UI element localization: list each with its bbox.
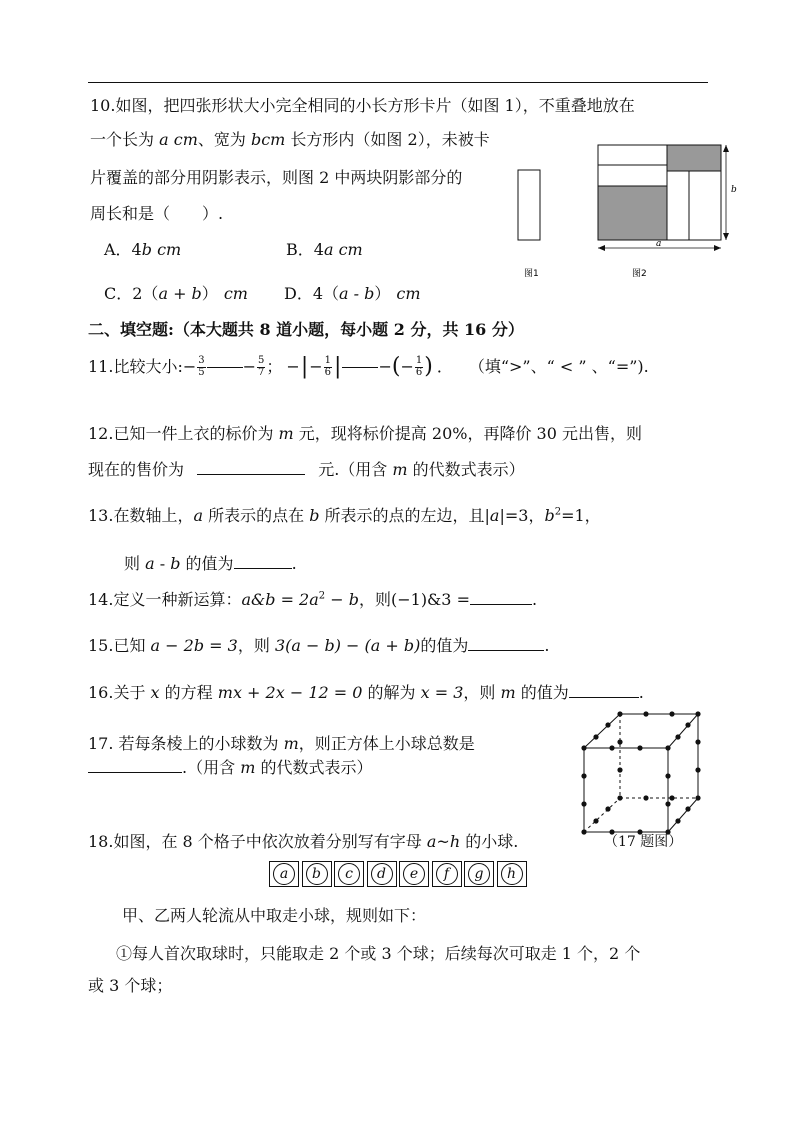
q11-line: 11.比较大小: − $\frac{3}{5}$ − $\frac{5}{7}$ ； − | − $\frac{1}{6}$ | − ( − $\frac{1}{6}$ ) ． （填“>”、“ < ” 、“=”).: [88, 354, 649, 379]
q11-fraction-4: $\frac{1}{6}$: [415, 355, 423, 378]
fig2-shade-bottom-left: [598, 186, 667, 240]
fig2-card-right-2: [689, 171, 721, 240]
fig2-card-right-1: [667, 171, 689, 240]
q10-option-a: A．4b cm: [104, 240, 182, 259]
q17-line2: .（用含 m 的代数式表示）: [88, 758, 372, 777]
ball-cell: [334, 861, 364, 887]
q10-option-b: B．4a cm: [286, 240, 363, 259]
fig2-label: 图2: [632, 269, 647, 279]
fig1-label: 图1: [524, 269, 539, 279]
ball-c[interactable]: c: [338, 863, 360, 885]
q17-figure-caption: （17 题图）: [604, 834, 683, 850]
ball-g[interactable]: g: [468, 863, 490, 885]
ball-cell: [399, 861, 429, 887]
q16-line: 16.关于 x 的方程 mx + 2x − 12 = 0 的解为 x = 3，则 m 的值为 .: [88, 683, 644, 702]
q10-line1: 10.如图，把四张形状大小完全相同的小长方形卡片（如图 1），不重叠地放在: [90, 96, 635, 115]
cube-balls: [581, 711, 700, 834]
ball-d[interactable]: d: [371, 863, 393, 885]
q10-line3: 片覆盖的部分用阴影表示，则图 2 中两块阴影部分的: [90, 168, 463, 187]
q12-line2: 现在的售价为 元.（用含 m 的代数式表示）: [88, 460, 525, 479]
q13-line1: 13.在数轴上，a 所表示的点在 b 所表示的点的左边，且|a|=3，$b^2=1$，: [88, 506, 601, 525]
ball-b[interactable]: b: [306, 863, 328, 885]
fig2-dim-b: b: [731, 185, 737, 195]
q16-answer-blank[interactable]: [569, 697, 639, 698]
q11-fraction-3: $\frac{1}{6}$: [324, 355, 332, 378]
q18-line2: 甲、乙两人轮流从中取走小球，规则如下：: [122, 906, 427, 925]
fig2-dim-a: a: [656, 239, 662, 249]
ball-f[interactable]: f: [436, 863, 458, 885]
fig2-card-top-2: [598, 165, 667, 186]
q14-answer-blank[interactable]: [470, 604, 532, 605]
ball-cell: [367, 861, 397, 887]
fig2-card-top-1: [598, 145, 667, 165]
q17-line1: 17. 若每条棱上的小球数为 m，则正方体上小球总数是: [88, 734, 475, 753]
ball-cell: [464, 861, 494, 887]
ball-e[interactable]: e: [403, 863, 425, 885]
q17-answer-blank[interactable]: [88, 772, 182, 773]
q18-line4: 或 3 个球；: [88, 976, 173, 995]
q10-figures: [510, 140, 740, 285]
q18-line3: ①每人首次取球时，只能取走 2 个或 3 个球；后续每次可取走 1 个，2 个: [116, 944, 641, 963]
q18-line1: 18.如图，在 8 个格子中依次放着分别写有字母 a~h 的小球.: [88, 832, 519, 851]
q10-line4: 周长和是（ ）.: [90, 204, 224, 223]
ball-cell: [302, 861, 332, 887]
q11-fraction-2: $\frac{5}{7}$: [258, 355, 265, 378]
q10-option-c: C．2（a + b） cm: [104, 284, 248, 303]
q13-answer-blank[interactable]: [234, 568, 292, 569]
fig1-small-rectangle: [518, 170, 540, 240]
ball-h[interactable]: h: [501, 863, 523, 885]
top-rule: [88, 82, 708, 83]
q14-line: 14.定义一种新运算：a&b = $2a^2 - b$，则(−1)&3 = .: [88, 590, 538, 609]
q10-option-d: D．4（a - b） cm: [284, 284, 421, 303]
q11-blank-2[interactable]: [342, 367, 378, 368]
ball-a[interactable]: a: [273, 863, 295, 885]
q15-answer-blank[interactable]: [468, 650, 544, 651]
q15-line: 15.已知 a − 2b = 3，则 3(a − b) − (a + b)的值为 .: [88, 636, 550, 655]
ball-cell: [497, 861, 527, 887]
q12-answer-blank[interactable]: [197, 474, 305, 475]
section-title-fill-in: 二、填空题:（本大题共 8 道小题，每小题 2 分，共 16 分）: [88, 320, 524, 339]
fig2-shade-top-right: [667, 145, 721, 171]
ball-cell: [432, 861, 462, 887]
q10-line2: 一个长为 a cm、宽为 bcm 长方形内（如图 2），未被卡: [90, 130, 490, 149]
q11-fraction-1: $\frac{3}{5}$: [198, 355, 205, 378]
q12-line1: 12.已知一件上衣的标价为 m 元，现将标价提高 20%，再降价 30 元出售，则: [88, 424, 642, 443]
ball-cell: [269, 861, 299, 887]
q11-blank-1[interactable]: [207, 367, 243, 368]
q13-line2: 则 a - b 的值为 .: [124, 554, 297, 573]
